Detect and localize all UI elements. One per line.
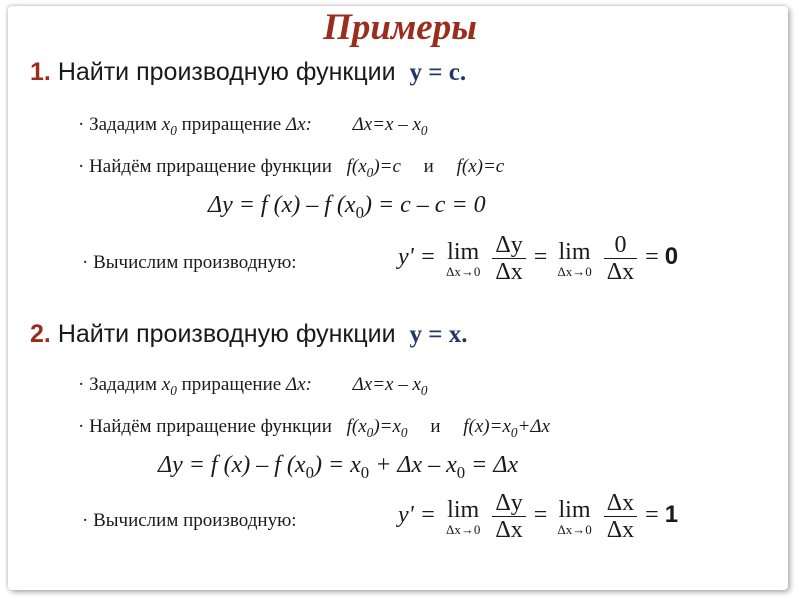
limit-1: lim Δx→0 <box>445 238 481 279</box>
example1-delta-formula: Δy = f (x) – f $(x_0) = c - c = 0$ <box>208 192 486 222</box>
limit-2: lim Δx→0 <box>557 496 592 537</box>
step2-and: и <box>430 416 441 437</box>
step2-and: и <box>423 156 434 177</box>
example2-delta-formula: Δy = f (x) – f $(x_0) = x_0 + \Delta x - x_0 = \Delta x$ <box>158 452 519 482</box>
step2-label: · Найдём приращение функции <box>78 156 332 177</box>
example1-derivative: y' = lim Δx→0 $\frac{\Delta y}{\Delta x}$ = lim Δx→0 $\frac{0}{\Delta x}$ = 0 <box>398 232 679 285</box>
step2-label: · Найдём приращение функции <box>78 416 332 437</box>
deriv-lhs: y' = <box>398 244 436 271</box>
step2-fx0: $f(x_0)=x_0$ <box>346 416 408 440</box>
result-value: 1 <box>664 501 679 529</box>
example2-step3: · Вычислим производную: <box>82 510 297 531</box>
example2-heading <box>30 320 468 349</box>
result-value: 0 <box>664 243 679 271</box>
example1-number: 1. <box>30 58 51 86</box>
example2-function: y = x. <box>409 321 468 348</box>
step2-fx0: $f(x_0)=c$ <box>346 156 401 180</box>
deriv-lhs: y' = <box>398 502 436 529</box>
limit-2: lim Δx→0 <box>557 238 592 279</box>
step1-label: · Зададим <box>78 114 157 135</box>
slide-title: Примеры <box>323 7 477 48</box>
example2-derivative: y' = lim Δx→0 $\frac{\Delta y}{\Delta x}$ = lim Δx→0 $\frac{\Delta x}{\Delta x}$ = 1 <box>398 490 679 543</box>
step1-x: $x_0$ <box>161 114 177 138</box>
step1-dx: Δx: <box>285 374 312 395</box>
step2-fx: f(x)=c <box>456 156 505 177</box>
fraction-dy-dx: $\frac{\Delta y}{\Delta x}$ <box>492 490 525 543</box>
limit-1: lim Δx→0 <box>445 496 481 537</box>
example2-step1 <box>78 374 428 399</box>
step1-label: · Зададим <box>78 374 157 395</box>
example1-step1 <box>78 114 428 139</box>
example2-task: Найти производную функции <box>57 320 396 348</box>
example1-heading <box>30 58 466 87</box>
step1-dx: Δx: <box>285 114 312 135</box>
example1-task: Найти производную функции <box>57 58 396 86</box>
step2-fx: $f(x)=x_0+\Delta x$ <box>463 416 550 440</box>
step1-increment-label: приращение <box>181 114 282 135</box>
example1-function: y = c. <box>409 59 467 86</box>
fraction-0-dx: $\frac{0}{\Delta x}$ <box>604 232 637 285</box>
example1-step3: · Вычислим производную: <box>82 252 297 273</box>
example2-number: 2. <box>30 320 51 348</box>
example1-step2 <box>78 156 504 181</box>
fraction-dy-dx: $\frac{\Delta y}{\Delta x}$ <box>492 232 525 285</box>
step1-increment-label: приращение <box>181 374 282 395</box>
step1-formula: $\Delta x=x - x_0$ <box>352 374 428 398</box>
example2-step2 <box>78 416 550 441</box>
step1-formula: $\Delta x=x - x_0$ <box>352 114 428 138</box>
step1-x: $x_0$ <box>161 374 177 398</box>
fraction-dx-dx: $\frac{\Delta x}{\Delta x}$ <box>604 490 637 543</box>
